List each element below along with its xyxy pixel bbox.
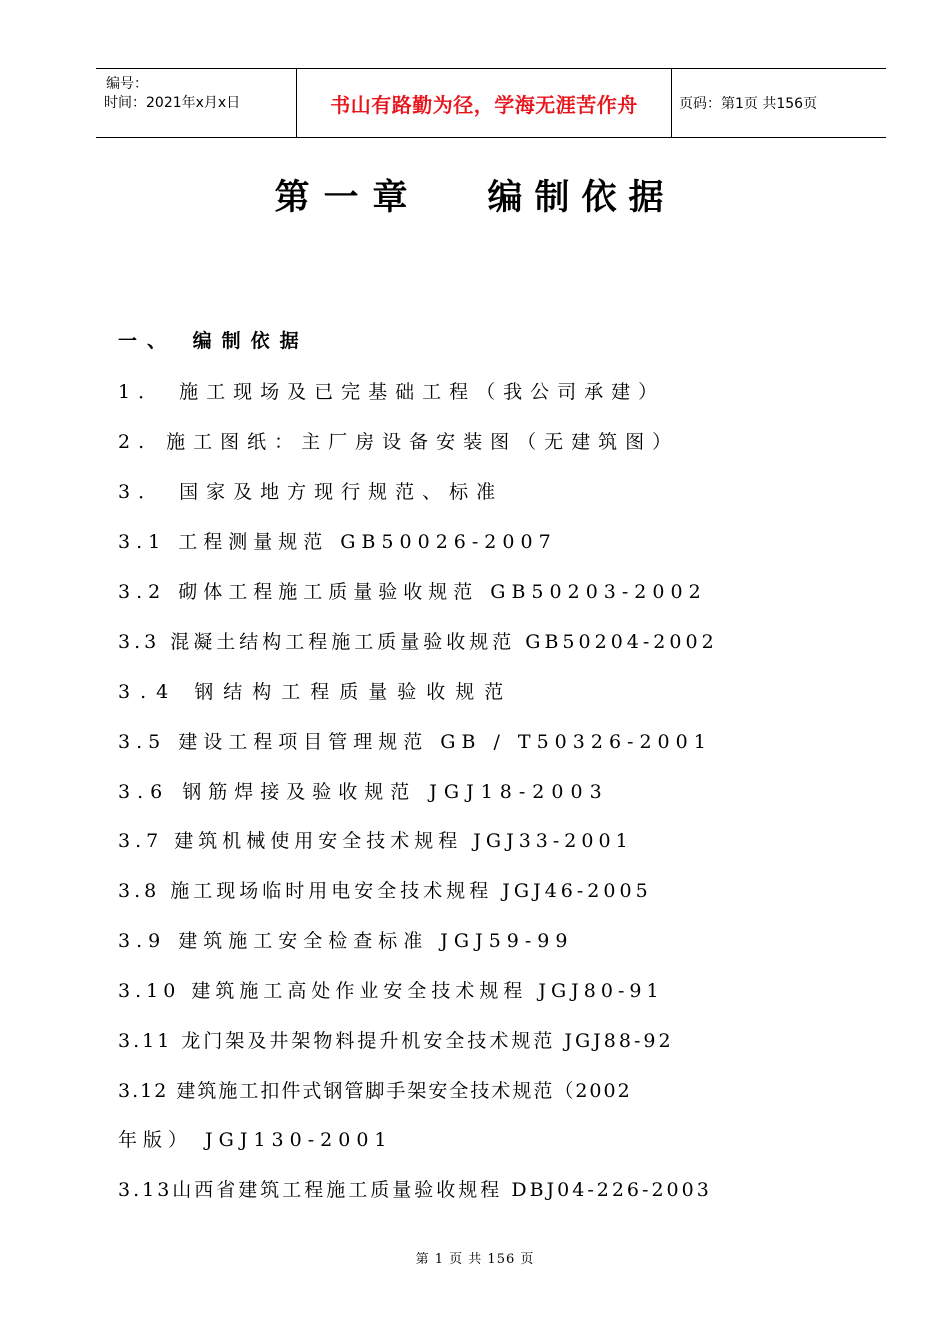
header-motto: 书山有路勤为径，学海无涯苦作舟 — [330, 92, 638, 117]
section-heading: 一、 编制依据 — [118, 330, 309, 352]
header-page-info: 页码：第1页 共156页 — [679, 96, 818, 112]
header-motto-cell — [296, 69, 672, 137]
basis-item: 2. 施工图纸：主厂房设备安装图（无建筑图） — [118, 431, 680, 453]
chapter-title — [0, 170, 950, 220]
standard-item: 3.13山西省建筑工程施工质量验收规程 DBJ04-226-2003 — [118, 1179, 712, 1201]
page-header — [96, 68, 886, 138]
standard-item: 3.10 建筑施工高处作业安全技术规程 JGJ80-91 — [118, 980, 664, 1002]
basis-item: 1． 施工现场及已完基础工程（我公司承建） — [118, 381, 666, 403]
page-footer: 第 1 页 共 156 页 — [415, 1252, 535, 1267]
standard-item: 3.2 砌体工程施工质量验收规范 GB50203-2002 — [118, 581, 707, 603]
document-time-label: 时间：2021年x月x日 — [104, 95, 241, 111]
standard-item: 3.8 施工现场临时用电安全技术规程 JGJ46-2005 — [118, 880, 652, 902]
standard-item: 3.7 建筑机械使用安全技术规程 JGJ33-2001 — [118, 830, 633, 852]
basis-item: 3． 国家及地方现行规范、标准 — [118, 481, 504, 503]
standard-item: 3.11 龙门架及井架物料提升机安全技术规范 JGJ88-92 — [118, 1030, 674, 1052]
standard-item: 3.5 建设工程项目管理规范 GB / T50326-2001 — [118, 731, 712, 753]
header-meta-cell — [96, 69, 296, 137]
standard-item: 3.4 钢结构工程质量验收规范 — [118, 681, 514, 703]
standard-item: 3.3 混凝土结构工程施工质量验收规范 GB50204-2002 — [118, 631, 718, 653]
document-number-label: 编号： — [106, 76, 148, 92]
standard-item-continued: 年版） JGJ130-2001 — [118, 1129, 393, 1151]
chapter-name: 编制依据 — [487, 178, 676, 218]
standard-item: 3.1 工程测量规范 GB50026-2007 — [118, 531, 557, 553]
standard-item: 3.9 建筑施工安全检查标准 JGJ59-99 — [118, 930, 574, 952]
chapter-number: 第一章 — [274, 178, 422, 218]
standard-item: 3.12 建筑施工扣件式钢管脚手架安全技术规范（2002 — [118, 1080, 632, 1102]
standard-item: 3.6 钢筋焊接及验收规范 JGJ18-2003 — [118, 781, 609, 803]
